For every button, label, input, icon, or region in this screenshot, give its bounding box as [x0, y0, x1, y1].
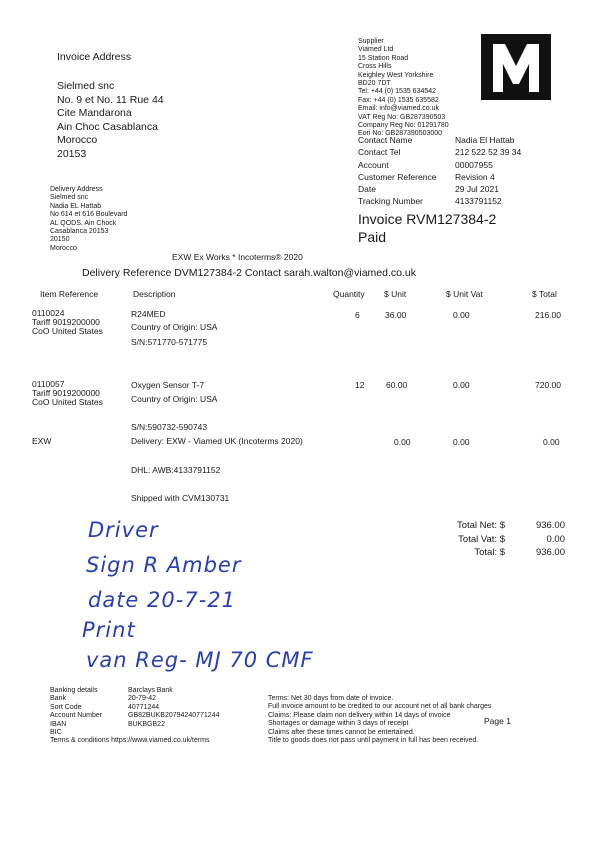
terms-line: Title to goods does not pass until payment in full has been received.	[268, 737, 479, 745]
contact-label: Customer Reference	[358, 171, 437, 182]
item-desc: S/N:590732-590743	[131, 422, 208, 432]
item-ref	[32, 380, 103, 407]
supplier-line: Cross Hills	[358, 63, 392, 71]
supplier-line: Tel: +44 (0) 1535 634542	[358, 88, 437, 96]
banking-value: 20-79-42	[128, 695, 157, 703]
contact-value: 29 Jul 2021	[455, 184, 499, 195]
col-desc-header: Description	[133, 289, 176, 299]
item-qty: 12	[355, 380, 365, 390]
contact-value: 212 522 52 39 34	[455, 147, 522, 158]
delivery-line: 20150	[50, 236, 70, 244]
contact-label: Account	[358, 159, 389, 170]
handwritten-sign: Sign R Amber	[86, 553, 242, 577]
total-label: Total Vat: $	[458, 533, 505, 545]
item-ref-line: CoO United States	[32, 326, 103, 336]
item-total: 720.00	[535, 380, 561, 390]
col-ref-header: Item Reference	[40, 289, 99, 299]
item-ref-line: 0110024	[32, 308, 65, 318]
banking-value: BUKBGB22	[128, 720, 165, 728]
terms-line: Claims: Please claim non delivery within 14 days of invoice	[268, 711, 451, 719]
item-ref	[32, 309, 103, 336]
supplier-line: BD20 7DT	[358, 80, 391, 88]
address-line: Ain Choc Casablanca	[57, 120, 158, 133]
item-unit: 60.00	[386, 380, 408, 390]
banking-value: 40771244	[128, 703, 160, 711]
page-number: Page 1	[484, 716, 511, 726]
item-vat: 0.00	[453, 380, 470, 390]
banking-label: Terms & conditions https://www.viamed.co.uk/terms	[50, 737, 210, 745]
contact-row	[358, 147, 568, 159]
totals	[420, 520, 565, 561]
item-total: 216.00	[535, 310, 561, 320]
terms-line: Terms: Net 30 days from date of invoice.	[268, 695, 394, 702]
delivery-line: No 614 et 616 Boulevard	[50, 211, 128, 219]
banking-label: Sort Code	[50, 703, 82, 711]
item-total: 0.00	[543, 437, 560, 447]
invoice-address-heading: Invoice Address	[57, 51, 132, 63]
supplier-line: Supplier	[358, 38, 384, 45]
item-desc: DHL: AWB:4133791152	[131, 465, 221, 475]
col-unit-header: $ Unit	[384, 289, 407, 299]
supplier-line: Keighley West Yorkshire	[358, 71, 434, 79]
item-qty: 6	[355, 310, 360, 320]
item-ref-line: Tariff 9019200000	[32, 317, 100, 327]
supplier-block	[358, 38, 449, 139]
item-desc: Country of Origin: USA	[131, 322, 218, 332]
contact-row	[358, 160, 568, 172]
item-ref-line: Tariff 9019200000	[32, 388, 100, 398]
item-desc: Delivery: EXW - Viamed UK (Incoterms 2020)	[131, 436, 303, 446]
banking-label: Bank	[50, 695, 66, 703]
banking-value: GB82BUKB20794240771244	[128, 712, 220, 720]
contact-value: 00007955	[455, 159, 493, 170]
supplier-line: VAT Reg No: GB287390503	[358, 113, 446, 121]
handwritten-van-reg: van Reg- MJ 70 CMF	[86, 648, 314, 672]
banking-label: Banking details	[50, 687, 98, 694]
item-unit: 36.00	[385, 310, 407, 320]
delivery-address	[50, 186, 127, 253]
viamed-logo	[481, 34, 551, 100]
banking-value: Barclays Bank	[128, 687, 173, 694]
item-unit: 0.00	[394, 437, 411, 447]
supplier-line: Fax: +44 (0) 1535 635582	[358, 96, 439, 104]
item-ref: EXW	[32, 436, 52, 446]
supplier-line: Company Reg No: 01291780	[358, 122, 449, 130]
banking-label: Account Number	[50, 712, 103, 720]
delivery-line: Nadia EL Hattab	[50, 202, 102, 210]
total-value: 936.00	[535, 520, 565, 531]
delivery-line: Morocco	[50, 244, 77, 252]
terms-line: Shortages or damage within 3 days of receipt	[268, 720, 409, 728]
total-row	[420, 520, 565, 534]
item-vat: 0.00	[453, 310, 470, 320]
terms-line: Full invoice amount to be credited to our account net of all bank charges	[268, 703, 492, 711]
contact-label: Contact Tel	[358, 147, 401, 158]
address-line: No. 9 et No. 11 Rue 44	[57, 93, 164, 106]
total-row	[420, 534, 565, 548]
banking-label: BIC	[50, 729, 62, 737]
total-value: 0.00	[546, 533, 565, 545]
total-value: 936.00	[535, 547, 565, 558]
delivery-line: Delivery Address	[50, 186, 103, 193]
supplier-line: 15 Station Road	[358, 54, 409, 62]
total-label: Total Net: $	[456, 520, 505, 531]
table-header	[0, 289, 595, 301]
contact-details	[358, 135, 568, 209]
col-total-header: $ Total	[532, 289, 557, 299]
banking-values	[128, 687, 219, 729]
contact-label: Contact Name	[358, 135, 413, 145]
address-line: Sielmed snc	[57, 80, 115, 92]
item-desc: S/N:571770-571775	[131, 337, 208, 347]
delivery-line: AL QODS, Ain Chock	[50, 219, 117, 227]
item-desc: Oxygen Sensor T-7	[131, 380, 205, 390]
item-desc: Shipped with CVM130731	[131, 493, 230, 503]
contact-row	[358, 196, 568, 208]
total-row	[420, 547, 565, 561]
supplier-line: Viamed Ltd	[358, 46, 394, 54]
col-qty-header: Quantity	[333, 289, 365, 299]
contact-value: Nadia El Hattab	[455, 135, 515, 145]
invoice-title: Invoice RVM127384-2	[358, 211, 497, 227]
invoice-status: Paid	[358, 229, 387, 245]
item-vat: 0.00	[453, 437, 470, 447]
terms-line: Claims after these times cannot be entertained.	[268, 728, 415, 736]
banking-label: IBAN	[50, 720, 67, 728]
invoice-address	[57, 80, 164, 162]
supplier-line: Eori No: GB287390503000	[358, 130, 443, 138]
handwritten-print: Print	[82, 618, 136, 642]
contact-label: Date	[358, 184, 376, 195]
delivery-reference: Delivery Reference DVM127384-2 Contact sarah.walton@viamed.co.uk	[82, 267, 416, 279]
supplier-line: Email: info@viamed.co.uk	[358, 105, 440, 113]
item-ref-line: 0110057	[32, 379, 65, 389]
contact-row	[358, 135, 568, 147]
terms-block	[268, 695, 491, 745]
vm-logo-mark	[481, 34, 551, 100]
delivery-line: Sielmed snc	[50, 194, 89, 202]
contact-value: 4133791152	[455, 196, 502, 207]
contact-row	[358, 184, 568, 196]
handwritten-driver: Driver	[88, 518, 159, 542]
incoterms: EXW Ex Works * Incoterms® 2020	[172, 252, 303, 262]
item-desc: R24MED	[131, 309, 166, 319]
delivery-line: Casablanca 20153	[50, 228, 109, 236]
address-line: Morocco	[57, 134, 98, 147]
item-desc: Country of Origin: USA	[131, 394, 218, 404]
col-vat-header: $ Unit Vat	[446, 289, 483, 299]
contact-row	[358, 172, 568, 184]
contact-value: Revision 4	[455, 171, 495, 182]
address-line: 20153	[57, 147, 87, 160]
total-label: Total: $	[474, 547, 505, 558]
handwritten-date: date 20-7-21	[88, 588, 236, 612]
item-ref-line: CoO United States	[32, 397, 103, 407]
address-line: Cite Mandarona	[57, 107, 132, 120]
contact-label: Tracking Number	[358, 196, 423, 207]
